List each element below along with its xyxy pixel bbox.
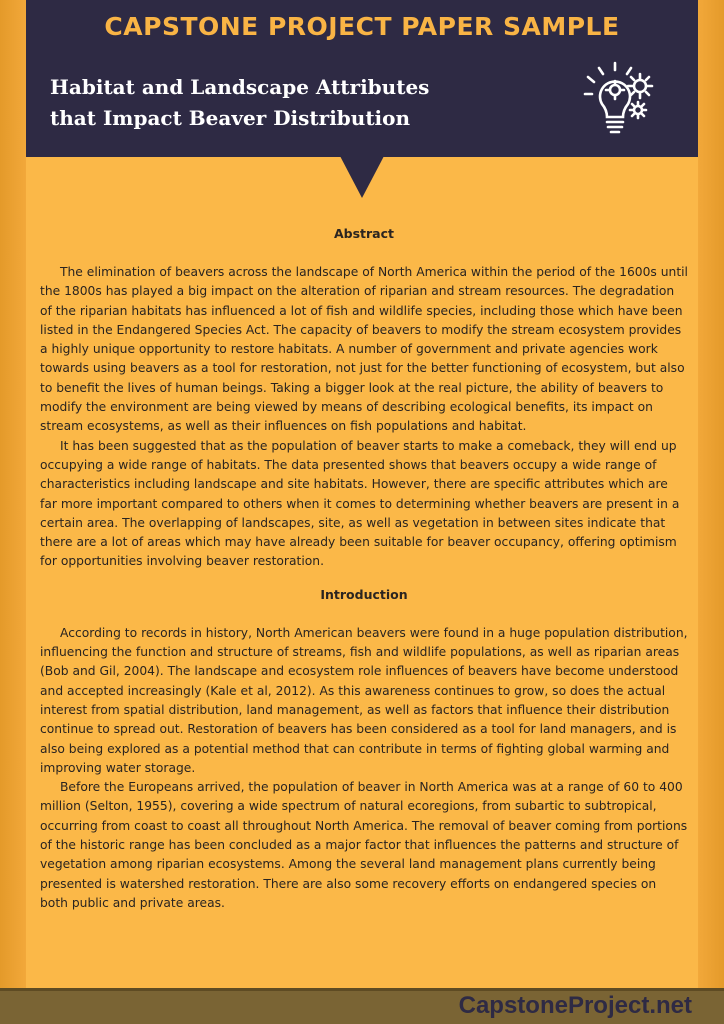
paper-body: [40, 224, 688, 913]
page-title: CAPSTONE PROJECT PAPER SAMPLE: [104, 12, 620, 41]
introduction-paragraph: According to records in history, North American beavers were found in a huge population distribution, influencing the function and structure of streams, fish and wildlife populations, as well as riparian areas (Bob and Gil, 2004). The landscape and ecosystem role influences of beavers have become understood and accepted increasingly (Kale et al, 2012). As this awareness continues to grow, so does the actual interest from spatial distribution, land management, as well as factors that influence their distribution continue to spread out. Restoration of beavers has been considered as a tool for land managers, and is also being explored as a potential method that can contribute in terms of fighting global warming and improving water storage.: [40, 625, 688, 775]
page-edge-right: [698, 0, 724, 988]
paper-title-line-2: that Impact Beaver Distribution: [50, 106, 411, 130]
header-pointer: [340, 156, 384, 198]
footer-bar: [0, 988, 724, 1024]
introduction-heading: Introduction: [320, 586, 408, 602]
lightbulb-gears-icon: [582, 60, 658, 140]
abstract-paragraph: It has been suggested that as the population of beaver starts to make a comeback, they will end up occupying a wide range of habitats. The data presented shows that beavers occupy a wide range of characteristics including landscape and site habitats. However, there are specific attributes which are far more important compared to others when it comes to determining whether beavers are present in a certain area. The overlapping of landscapes, site, as well as vegetation in between sites indicate that there are a lot of areas which may have already been suitable for beaver occupancy, offering optimism for opportunities involving beaver restoration.: [40, 438, 680, 569]
page-edge-left: [0, 0, 26, 988]
introduction-paragraph: Before the Europeans arrived, the population of beaver in North America was at a range of 60 to 400 million (Selton, 1955), covering a wide spectrum of natural ecoregions, from subartic to subtropical, occurring from coast to coast all throughout North America. The removal of beaver coming from portions of the historic range has been concluded as a major factor that influences the patterns and structure of vegetation among riparian ecosystems. Among the several land management plans currently being presented is watershed restoration. There are also some recovery efforts on endangered species on both public and private areas.: [40, 780, 688, 910]
abstract-heading: Abstract: [333, 226, 395, 241]
footer-divider: [0, 988, 724, 991]
brand-logo-text[interactable]: CapstoneProject.net: [458, 992, 692, 1019]
paper-title-line-1: Habitat and Landscape Attributes: [50, 75, 430, 99]
abstract-paragraph: The elimination of beavers across the landscape of North America within the period of the 1600s until the 1800s has played a big impact on the alteration of riparian and stream resources. The degradation of the riparian habitats has influenced a lot of fish and wildlife species, including those which have been listed in the Endangered Species Act. The capacity of beavers to modify the stream ecosystem provides a highly unique opportunity to restore habitats. A number of government and private agencies work towards using beavers as a tool for restoration, not just for the better functioning of ecosystem, but also to benefit the lives of human beings. Taking a bigger look at the real picture, the ability of beavers to modify the environment are being viewed by means of describing ecological benefits, its impact on stream ecosystems, as well as their influences on fish populations and habitat.: [40, 265, 688, 434]
header-banner: [26, 0, 698, 157]
paper-title: [50, 72, 570, 134]
